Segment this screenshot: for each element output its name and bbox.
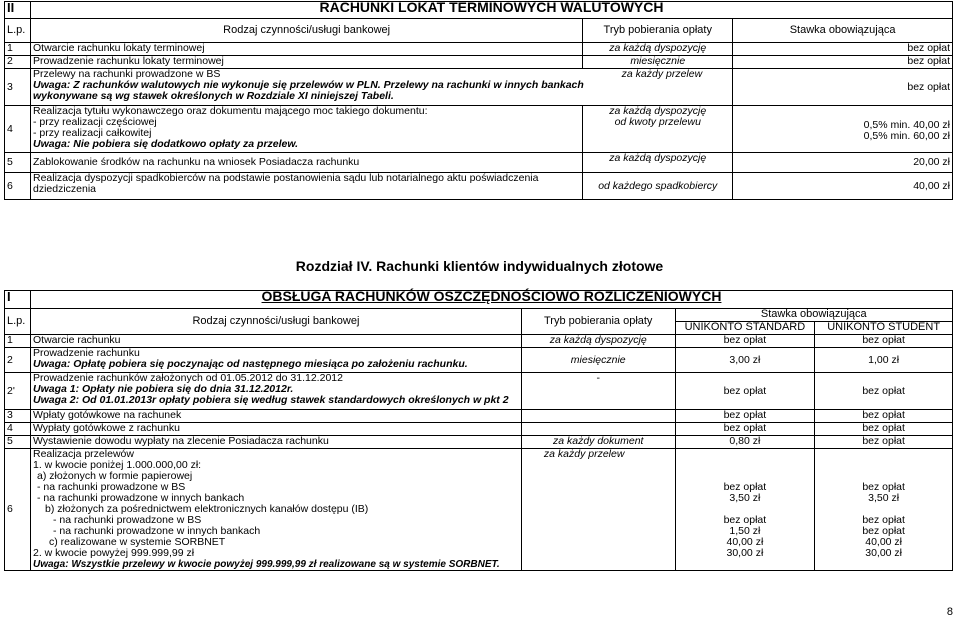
row-description xyxy=(30,348,521,373)
row-description-line: - na rachunki prowadzone w innych bankach xyxy=(36,492,245,504)
row-description-line: Realizacja przelewów xyxy=(32,448,134,460)
row-number: 3 xyxy=(5,69,31,106)
rate-line: 1,50 zł xyxy=(729,525,761,537)
rate-line: 40,00 zł xyxy=(865,536,903,548)
table-row xyxy=(5,335,953,348)
row-description-line: - przy realizacji całkowitej xyxy=(32,127,152,139)
row-mode-line: od kwoty przelewu xyxy=(614,116,701,128)
row-description: Zablokowanie środków na rachunku na wniosek Posiadacza rachunku xyxy=(30,153,582,173)
table-deposit-accounts xyxy=(4,1,953,200)
section-number: II xyxy=(5,2,31,19)
header-service: Rodzaj czynności/usługi bankowej xyxy=(30,19,582,43)
header-unikonto-standard: UNIKONTO STANDARD xyxy=(675,322,815,335)
row-description xyxy=(30,449,521,571)
row-description: Otwarcie rachunku xyxy=(30,335,521,348)
row-mode: za każdy przelew xyxy=(621,68,703,80)
row-rate: bez opłat xyxy=(733,69,953,106)
row-rate-standard: bez opłat xyxy=(675,373,815,410)
row-rate-student xyxy=(815,449,953,571)
table-row xyxy=(5,69,953,106)
row-description: Wpłaty gotówkowe na rachunek xyxy=(30,410,521,423)
row-number: 2 xyxy=(5,348,31,373)
rate-line: 30,00 zł xyxy=(726,547,764,559)
row-rate-line: 0,5% min. 60,00 zł xyxy=(863,130,950,142)
row-mode xyxy=(521,410,675,423)
row-mode xyxy=(583,106,733,153)
row-mode-line: za każdą dyspozycję xyxy=(609,105,707,117)
table-row xyxy=(5,423,953,436)
row-description xyxy=(30,106,582,153)
row-mode: od każdego spadkobiercy xyxy=(583,173,733,200)
header-lp: L.p. xyxy=(5,309,31,335)
row-note: Uwaga: Opłatę pobiera się poczynając od następnego miesiąca po założeniu rachunku. xyxy=(32,358,468,370)
table-row xyxy=(5,373,953,410)
row-rate-standard xyxy=(675,449,815,571)
row-mode xyxy=(521,423,675,436)
row-rate: bez opłat xyxy=(733,56,953,69)
row-rate-student: bez opłat xyxy=(815,373,953,410)
row-rate-standard: 3,00 zł xyxy=(675,348,815,373)
table-row xyxy=(5,410,953,423)
rate-line: 3,50 zł xyxy=(729,492,761,504)
header-mode: Tryb pobierania opłaty xyxy=(521,309,675,335)
table-row xyxy=(5,153,953,173)
row-description: Prowadzenie rachunku lokaty terminowej xyxy=(30,56,582,69)
row-description-line: Prowadzenie rachunków założonych od 01.05.2012 do 31.12.2012 xyxy=(32,372,343,384)
row-description-line: c) realizowane w systemie SORBNET xyxy=(48,536,226,548)
row-description-line: 1. w kwocie poniżej 1.000.000,00 zł: xyxy=(32,459,202,471)
header-rate: Stawka obowiązująca xyxy=(675,309,952,322)
row-mode: - xyxy=(521,373,675,410)
row-note: wykonywane są wg stawek określonych w Rozdziale XI niniejszej Tabeli. xyxy=(32,90,394,102)
row-number: 2' xyxy=(5,373,31,410)
row-rate-standard: bez opłat xyxy=(675,410,815,423)
row-mode: za każdą dyspozycję xyxy=(521,335,675,348)
row-rate-line: 0,5% min. 40,00 zł xyxy=(863,119,950,131)
row-mode: za każdy przelew xyxy=(521,449,675,571)
row-number: 6 xyxy=(5,449,31,571)
table-row xyxy=(5,348,953,373)
row-rate: 40,00 zł xyxy=(733,173,953,200)
row-note: Uwaga 1: Opłaty nie pobiera się do dnia 31.12.2012r. xyxy=(32,383,294,395)
row-description-line: a) złożonych w formie papierowej xyxy=(36,470,193,482)
row-description-line: Przelewy na rachunki prowadzone w BS xyxy=(32,68,221,80)
row-rate xyxy=(733,106,953,153)
row-number: 1 xyxy=(5,335,31,348)
rate-line: bez opłat xyxy=(862,525,905,537)
row-description xyxy=(30,173,582,200)
page-number: 8 xyxy=(946,606,953,618)
row-rate-student: bez opłat xyxy=(815,410,953,423)
row-description xyxy=(30,69,732,106)
table-row xyxy=(5,449,953,571)
row-note: Uwaga: Nie pobiera się dodatkowo opłaty za przelew. xyxy=(32,138,299,150)
row-description: Wystawienie dowodu wypłaty na zlecenie Posiadacza rachunku xyxy=(30,436,521,449)
rate-line: 40,00 zł xyxy=(726,536,764,548)
section-number: I xyxy=(5,291,31,309)
row-number: 4 xyxy=(5,423,31,436)
row-note: Uwaga 2: Od 01.01.2013r opłaty pobiera się według stawek standardowych określonych w pkt 2 xyxy=(32,394,509,406)
row-description-line: - przy realizacji częściowej xyxy=(32,116,157,128)
rate-line: bez opłat xyxy=(723,481,767,493)
row-rate: 20,00 zł xyxy=(733,153,953,173)
header-unikonto-student: UNIKONTO STUDENT xyxy=(815,322,953,335)
row-description-line: - na rachunki prowadzone w innych bankach xyxy=(52,525,261,537)
row-mode: za każdy dokument xyxy=(521,436,675,449)
table-row xyxy=(5,43,953,56)
row-mode: za każdą dyspozycję xyxy=(583,43,733,56)
row-description-line: 2. w kwocie powyżej 999.999,99 zł xyxy=(32,547,195,559)
row-rate-student: bez opłat xyxy=(815,436,953,449)
table-title: RACHUNKI LOKAT TERMINOWYCH WALUTOWYCH xyxy=(30,2,952,19)
row-mode: za każdą dyspozycję xyxy=(583,153,733,173)
header-lp: L.p. xyxy=(5,19,31,43)
row-rate-student: bez opłat xyxy=(815,335,953,348)
table-row xyxy=(5,106,953,153)
row-rate-standard: bez opłat xyxy=(675,335,815,348)
row-description-line: - na rachunki prowadzone w BS xyxy=(36,481,186,493)
row-description: Otwarcie rachunku lokaty terminowej xyxy=(30,43,582,56)
table-title: OBSŁUGA RACHUNKÓW OSZCZĘDNOŚCIOWO ROZLICZENIOWYCH xyxy=(30,291,952,309)
row-description xyxy=(30,373,521,410)
table-row xyxy=(5,436,953,449)
section-heading: Rozdział IV. Rachunki klientów indywidualnych złotowe xyxy=(295,258,664,274)
row-description-line: - na rachunki prowadzone w BS xyxy=(52,514,202,526)
row-description-line: dziedziczenia xyxy=(32,183,97,195)
rate-line: bez opłat xyxy=(862,481,905,493)
rate-line: bez opłat xyxy=(862,514,905,526)
row-note: Uwaga: Wszystkie przelewy w kwocie powyżej 999.999,99 zł realizowane są w systemie SORBNET. xyxy=(32,559,500,570)
row-description: Wypłaty gotówkowe z rachunku xyxy=(30,423,521,436)
rate-line: 30,00 zł xyxy=(865,547,903,559)
row-number: 3 xyxy=(5,410,31,423)
row-mode: miesięcznie xyxy=(583,56,733,69)
row-number: 5 xyxy=(5,436,31,449)
row-number: 1 xyxy=(5,43,31,56)
row-description-line: Prowadzenie rachunku xyxy=(32,347,140,359)
row-number: 2 xyxy=(5,56,31,69)
rate-line: bez opłat xyxy=(723,514,767,526)
row-rate: bez opłat xyxy=(733,43,953,56)
table-row xyxy=(5,173,953,200)
row-description-line: b) złożonych za pośrednictwem elektronicznych kanałów dostępu (IB) xyxy=(44,503,369,515)
row-rate-standard: bez opłat xyxy=(675,423,815,436)
row-mode: miesięcznie xyxy=(521,348,675,373)
row-number: 4 xyxy=(5,106,31,153)
row-rate-student: 1,00 zł xyxy=(815,348,953,373)
row-rate-student: bez opłat xyxy=(815,423,953,436)
row-number: 5 xyxy=(5,153,31,173)
rate-line: 3,50 zł xyxy=(868,492,900,504)
table-row xyxy=(5,56,953,69)
row-rate-standard: 0,80 zł xyxy=(675,436,815,449)
row-note: Uwaga: Z rachunków walutowych nie wykonuje się przelewów w PLN. Przelewy na rachunki w innych bankach xyxy=(32,79,584,91)
header-rate: Stawka obowiązująca xyxy=(733,19,953,43)
row-description-line: Realizacja tytułu wykonawczego oraz dokumentu mającego moc takiego dokumentu: xyxy=(32,105,428,117)
table-savings-accounts xyxy=(4,290,953,571)
row-number: 6 xyxy=(5,173,31,200)
row-description-line: Realizacja dyspozycji spadkobierców na podstawie postanowienia sądu lub notarialnego aktu poświadczenia xyxy=(32,172,539,184)
header-service: Rodzaj czynności/usługi bankowej xyxy=(30,309,521,335)
header-mode: Tryb pobierania opłaty xyxy=(583,19,733,43)
